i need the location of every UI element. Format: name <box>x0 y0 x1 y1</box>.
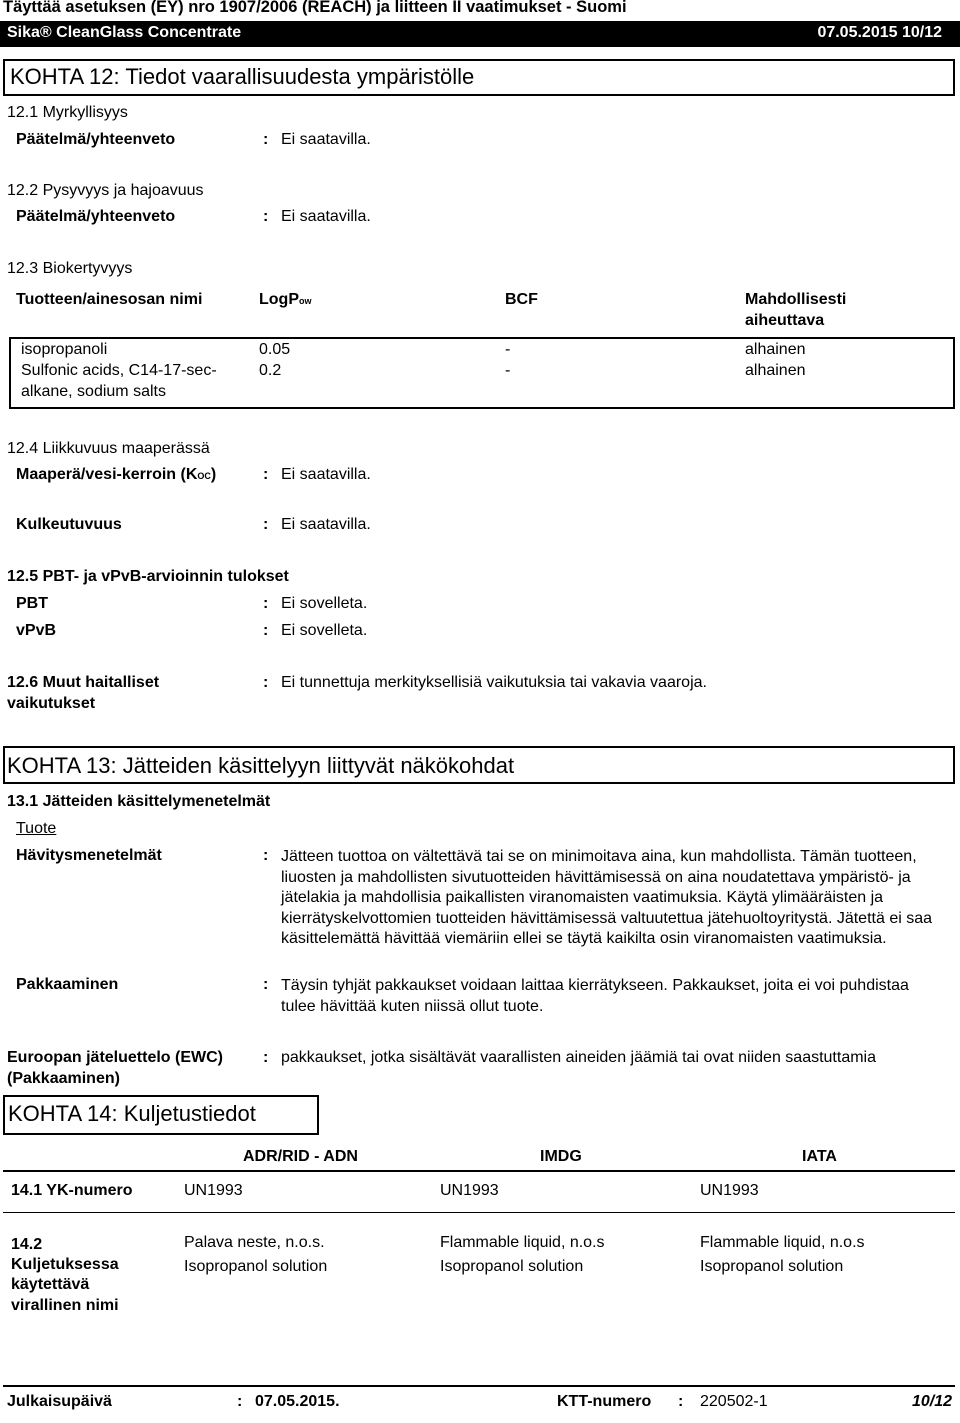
mobility-value: Ei saatavilla. <box>281 516 371 533</box>
mobility-colon: : <box>263 516 269 533</box>
mobility-label: Kulkeutuvuus <box>16 516 122 533</box>
footer-date-colon: : <box>237 1393 243 1410</box>
bio-row-1-logp: 0.05 <box>259 341 291 358</box>
s12-1-value: Ei saatavilla. <box>281 131 371 148</box>
s12-1-heading: 12.1 Myrkyllisyys <box>7 104 128 121</box>
s12-6-label-1: 12.6 Muut haitalliset <box>7 674 160 691</box>
bio-col-potential-1: Mahdollisesti <box>745 291 847 308</box>
transport-header-line <box>3 1170 955 1172</box>
s12-1-label: Päätelmä/yhteenveto <box>16 131 176 148</box>
footer-date-label: Julkaisupäivä <box>7 1393 112 1410</box>
shipping-name-label-1: 14.2 <box>11 1236 43 1253</box>
section12-title: KOHTA 12: Tiedot vaarallisuudesta ympäristölle <box>10 64 475 89</box>
product-name: Sika® CleanGlass Concentrate <box>7 24 242 41</box>
footer-ktt-label: KTT-numero <box>557 1393 652 1410</box>
vpvb-label: vPvB <box>16 622 57 639</box>
footer-date-value: 07.05.2015. <box>255 1393 340 1410</box>
pbt-colon: : <box>263 595 269 612</box>
bio-row-2-logp: 0.2 <box>259 362 282 379</box>
transport-col-imdg: IMDG <box>540 1148 582 1165</box>
footer-ktt-value: 220502-1 <box>700 1393 768 1410</box>
bio-row-1-name: isopropanoli <box>21 341 108 358</box>
vpvb-colon: : <box>263 622 269 639</box>
section13-title: KOHTA 13: Jätteiden käsittelyyn liittyvät näkökohdat <box>7 753 515 778</box>
s13-1-heading: 13.1 Jätteiden käsittelymenetelmät <box>7 793 271 810</box>
ewc-value: pakkaukset, jotka sisältävät vaarallisten aineiden jäämiä tai ovat niiden saastuttamia <box>281 1049 876 1066</box>
bio-row-2-potential: alhainen <box>745 362 806 379</box>
shipping-name-label-4: virallinen nimi <box>11 1297 119 1314</box>
un-number-imdg: UN1993 <box>440 1182 499 1199</box>
s12-1-colon: : <box>263 131 269 148</box>
s12-6-label-2: vaikutukset <box>7 695 96 712</box>
koc-value: Ei saatavilla. <box>281 466 371 483</box>
shipping-name-imdg-2: Isopropanol solution <box>440 1258 584 1275</box>
s12-2-label: Päätelmä/yhteenveto <box>16 208 176 225</box>
un-number-adr: UN1993 <box>184 1182 243 1199</box>
ewc-label-1: Euroopan jäteluettelo (EWC) <box>7 1049 223 1066</box>
product-label: Tuote <box>16 820 57 837</box>
s12-5-heading: 12.5 PBT- ja vPvB-arvioinnin tulokset <box>7 568 289 585</box>
vpvb-value: Ei sovelleta. <box>281 622 368 639</box>
transport-col-adr: ADR/RID - ADN <box>243 1148 358 1165</box>
shipping-name-label-3: käytettävä <box>11 1276 90 1293</box>
shipping-name-adr-1: Palava neste, n.o.s. <box>184 1234 325 1251</box>
shipping-name-label-2: Kuljetuksessa <box>11 1256 119 1273</box>
s12-2-value: Ei saatavilla. <box>281 208 371 225</box>
s12-2-heading: 12.2 Pysyvyys ja hajoavuus <box>7 182 204 199</box>
packaging-label: Pakkaaminen <box>16 976 119 993</box>
disposal-colon: : <box>263 847 269 864</box>
ewc-colon: : <box>263 1049 269 1066</box>
header-date-page: 07.05.2015 10/12 <box>817 24 942 41</box>
disposal-label: Hävitysmenetelmät <box>16 847 162 864</box>
transport-row-line <box>3 1212 955 1213</box>
bio-row-2-name-1: Sulfonic acids, C14-17-sec- <box>21 362 217 379</box>
s12-2-colon: : <box>263 208 269 225</box>
s12-3-heading: 12.3 Biokertyvyys <box>7 260 133 277</box>
packaging-colon: : <box>263 976 269 993</box>
disposal-text: Jätteen tuottoa on vältettävä tai se on minimoitava aina, kun mahdollista. Tämän tuotteen, liuosten ja mahdollisten sivutuotteiden hävittämisessä on aina noudatettava ympäristö- ja jätelakia ja mahdollisia paikallisten viranomaisten vaatimuksia. Käytä ylimääräisten ja kierrätyskelvottomien tuotteiden hävittämisessä valtuutettua jätehuoltoyritystä. Jätettä ei saa käsittelemättä hävittää viemäriin ellei se täytä kaikilta osin viranomaisten vaatimuksia. <box>281 848 933 948</box>
section14-title: KOHTA 14: Kuljetustiedot <box>8 1101 256 1126</box>
shipping-name-iata-2: Isopropanol solution <box>700 1258 844 1275</box>
pbt-label: PBT <box>16 595 48 612</box>
bio-col-logp: LogPow <box>259 291 312 308</box>
regulation-header: Täyttää asetuksen (EY) nro 1907/2006 (REACH) ja liitteen II vaatimukset - Suomi <box>3 0 627 16</box>
s12-6-colon: : <box>263 674 269 691</box>
bio-row-1-bcf: - <box>505 341 511 358</box>
s12-4-heading: 12.4 Liikkuvuus maaperässä <box>7 440 210 457</box>
footer-line <box>3 1385 955 1387</box>
bio-row-1-potential: alhainen <box>745 341 806 358</box>
bio-col-bcf: BCF <box>505 291 538 308</box>
pbt-value: Ei sovelleta. <box>281 595 368 612</box>
koc-colon: : <box>263 466 269 483</box>
un-number-label: 14.1 YK-numero <box>11 1182 133 1199</box>
shipping-name-adr-2: Isopropanol solution <box>184 1258 328 1275</box>
s12-6-value: Ei tunnettuja merkityksellisiä vaikutuksia tai vakavia vaaroja. <box>281 674 707 691</box>
packaging-text: Täysin tyhjät pakkaukset voidaan laittaa kierrätykseen. Pakkaukset, joita ei voi puhdistaa tulee hävittää kuten niissä ollut tuote. <box>281 977 909 1015</box>
transport-col-iata: IATA <box>802 1148 837 1165</box>
koc-label: Maaperä/vesi-kerroin (KOC) <box>16 466 217 483</box>
un-number-iata: UN1993 <box>700 1182 759 1199</box>
bio-row-2-name-2: alkane, sodium salts <box>21 383 166 400</box>
ewc-label-2: (Pakkaaminen) <box>7 1070 120 1087</box>
shipping-name-imdg-1: Flammable liquid, n.o.s <box>440 1234 605 1251</box>
bio-col-name: Tuotteen/ainesosan nimi <box>16 291 203 308</box>
bio-col-potential-2: aiheuttava <box>745 312 825 329</box>
bio-row-2-bcf: - <box>505 362 511 379</box>
shipping-name-iata-1: Flammable liquid, n.o.s <box>700 1234 865 1251</box>
footer-ktt-colon: : <box>678 1393 684 1410</box>
footer-page: 10/12 <box>911 1393 952 1410</box>
